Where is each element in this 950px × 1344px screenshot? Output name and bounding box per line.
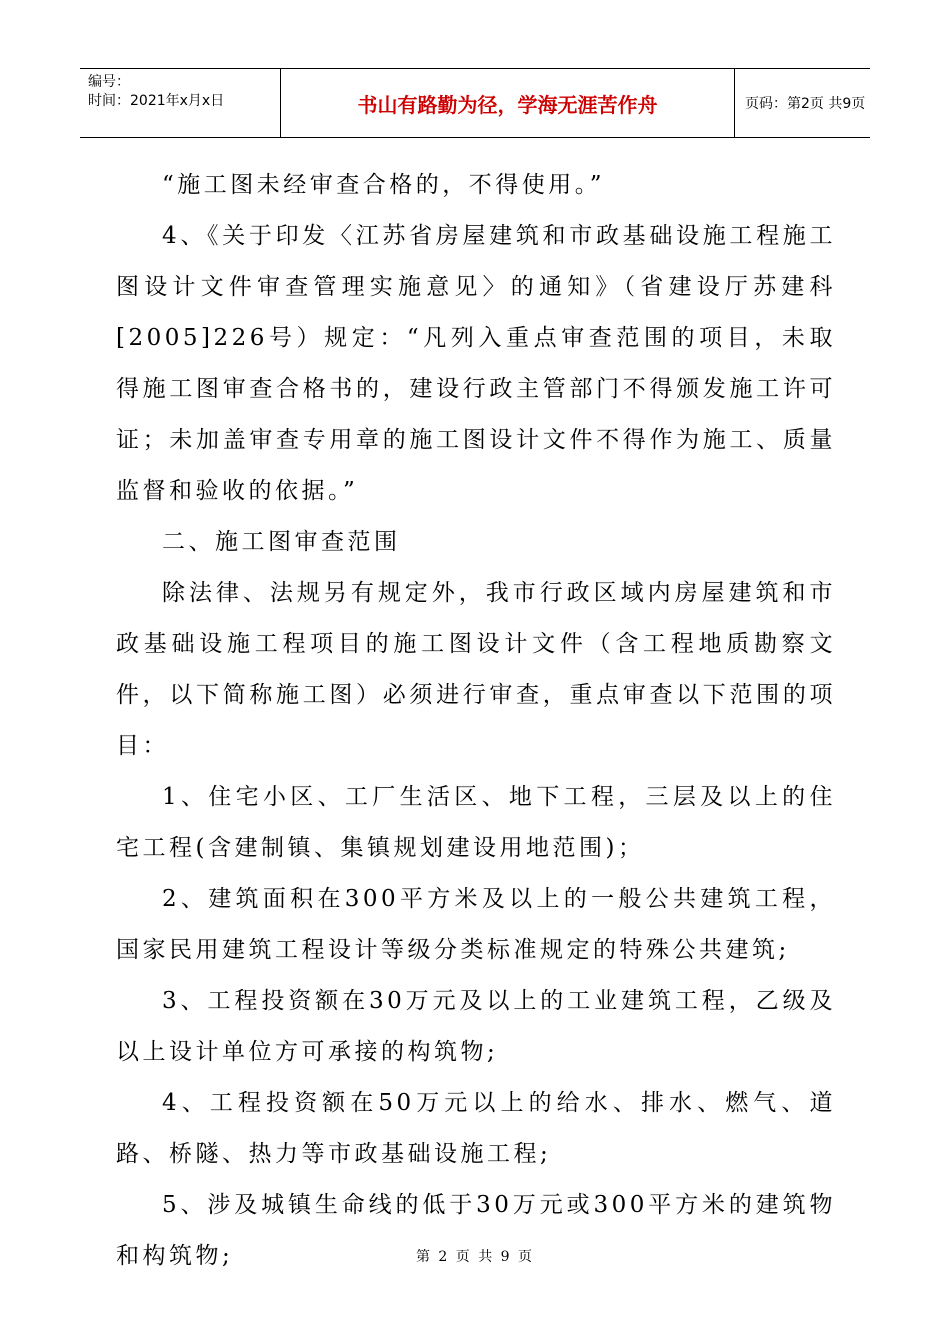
document-number: 编号： xyxy=(88,74,130,90)
header-meta xyxy=(80,69,280,137)
page-header xyxy=(80,68,870,138)
list-item: 5、涉及城镇生命线的低于30万元或300平方米的建筑物和构筑物; xyxy=(116,1192,836,1269)
list-item: 4、工程投资额在50万元以上的给水、排水、燃气、道路、桥隧、热力等市政基础设施工程; xyxy=(116,1090,836,1167)
list-item: 3、工程投资额在30万元及以上的工业建筑工程，乙级及以上设计单位方可承接的构筑物; xyxy=(116,988,836,1065)
header-motto: 书山有路勤为径，学海无涯苦作舟 xyxy=(280,69,735,137)
header-page-code: 页码：第2页 共9页 xyxy=(745,96,866,112)
document-body xyxy=(116,160,836,1282)
list-item: 1、住宅小区、工厂生活区、地下工程，三层及以上的住宅工程(含建制镇、集镇规划建设用地范围)； xyxy=(116,784,836,861)
document-date: 时间：2021年x月x日 xyxy=(88,93,225,109)
paragraph: “施工图未经审查合格的，不得使用。” xyxy=(162,172,606,198)
section-heading: 二、施工图审查范围 xyxy=(162,529,401,555)
list-item: 2、建筑面积在300平方米及以上的一般公共建筑工程，国家民用建筑工程设计等级分类标准规定的特殊公共建筑; xyxy=(116,886,836,963)
paragraph: 除法律、法规另有规定外，我市行政区域内房屋建筑和市政基础设施工程项目的施工图设计文件（含工程地质勘察文件，以下简称施工图）必须进行审查，重点审查以下范围的项目： xyxy=(116,580,836,759)
page-footer: 第 2 页 共 9 页 xyxy=(415,1249,535,1265)
paragraph: 4、《关于印发〈江苏省房屋建筑和市政基础设施工程施工图设计文件审查管理实施意见〉的通知》（省建设厅苏建科[2005]226号）规定：“凡列入重点审查范围的项目，未取得施工图审查合格书的，建设行政主管部门不得颁发施工许可证；未加盖审查专用章的施工图设计文件不得作为施工、质量监督和验收的依据。” xyxy=(116,223,836,504)
